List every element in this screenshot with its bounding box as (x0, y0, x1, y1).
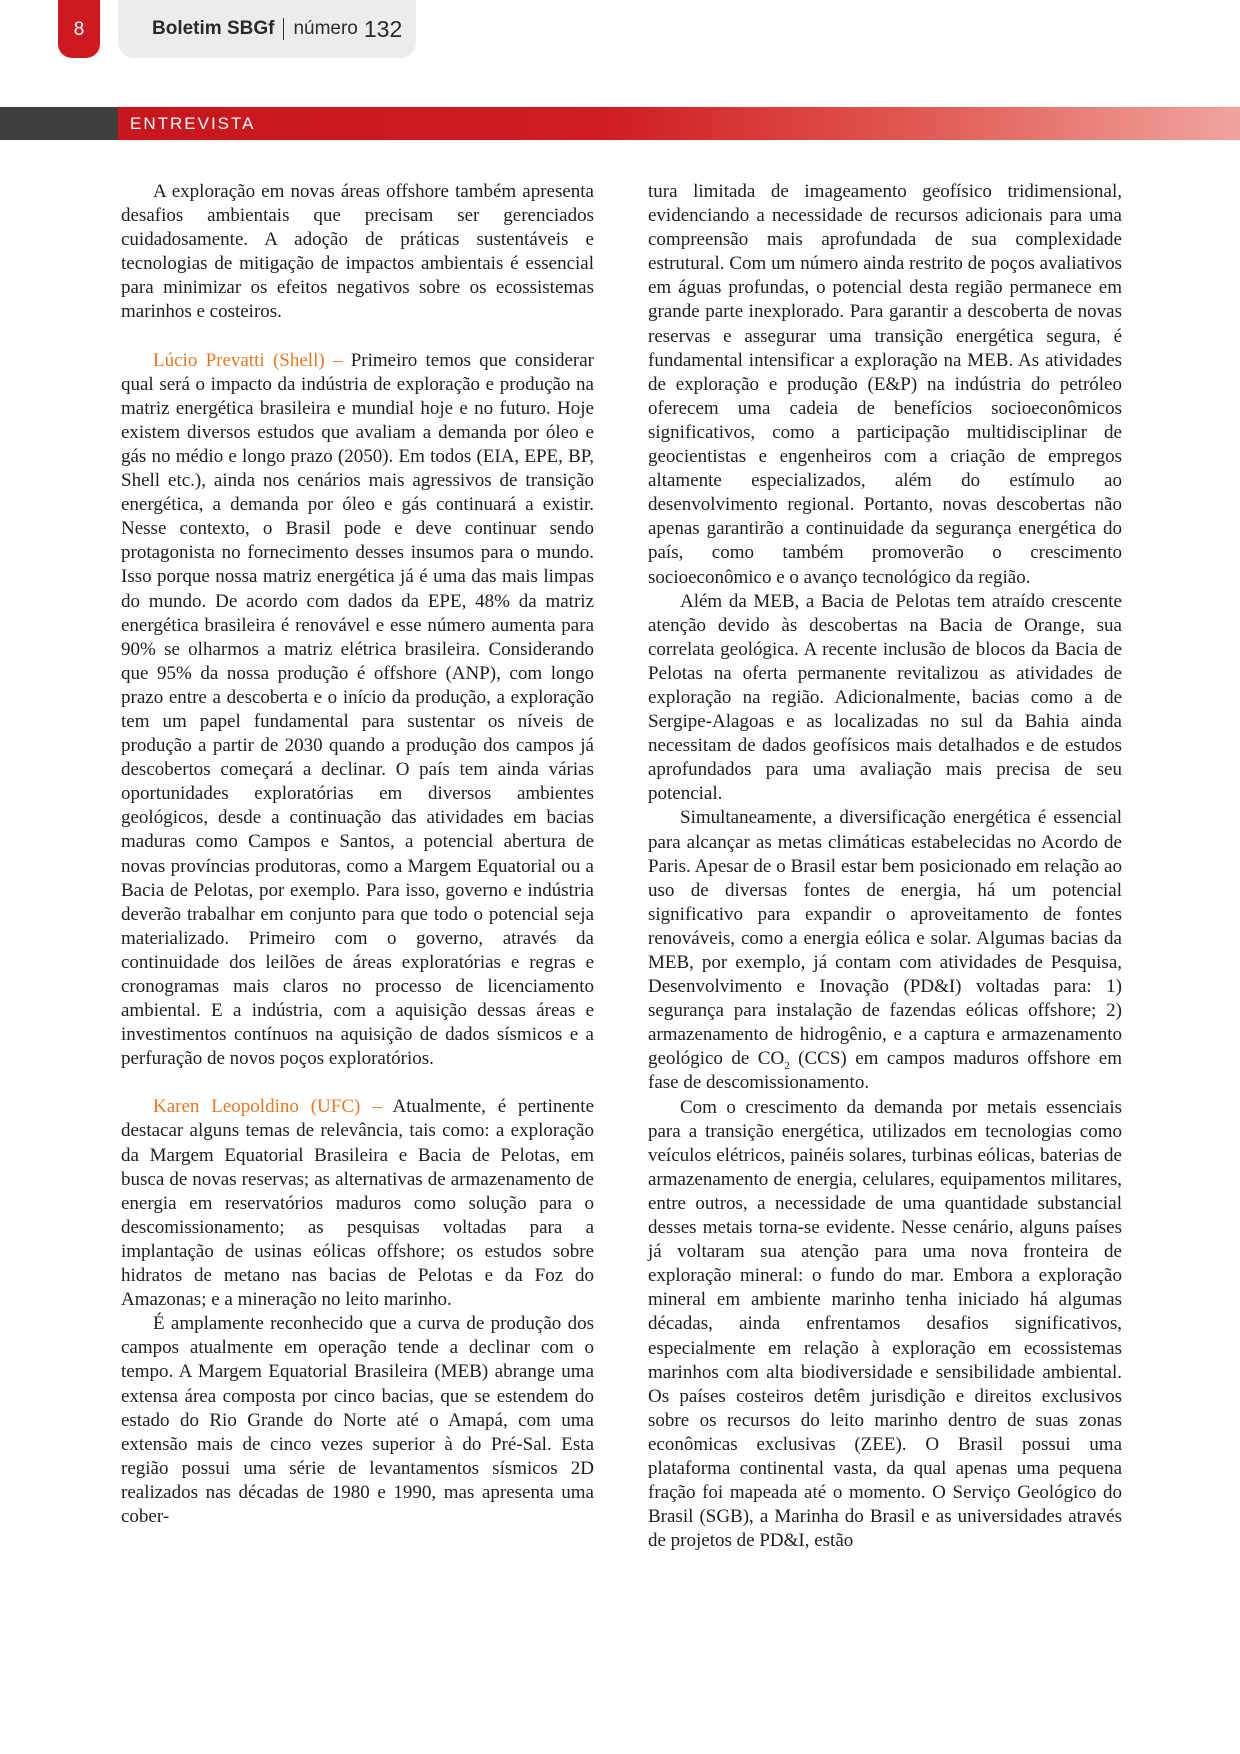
right-column (648, 180, 1122, 1553)
paragraph-text: (CCS) em campos maduros offshore em fase de descomissionamento. (648, 1048, 1122, 1094)
answer-text: Primeiro temos que considerar qual será o impacto da indústria de exploração e produção na matriz energética brasileira e mundial hoje e no futuro. Hoje existem diversos estudos que avaliam a demanda por óleo e gás no médio e longo prazo (2050). Em todos (EIA, EPE, BP, Shell etc.), ainda nos cenários mais agressivos de transição energética, a demanda por óleo e gás continuará a existir. Nesse contexto, o Brasil pode e deve continuar sendo protagonista no fornecimento desses insumos para o mundo. Isso porque nossa matriz energética já é uma das mais limpas do mundo. De acordo com dados da EPE, 48% da matriz energética brasileira é renovável e esse número aumenta para 90% se olharmos a matriz elétrica brasileira. Considerando que 95% da nossa produção é offshore (ANP), com longo prazo entre a descoberta e o início da produção, a exploração tem um papel fundamental para sustentar os níveis de produção a partir de 2030 quando a produção dos campos já descobertos começará a declinar. O país tem ainda várias oportunidades exploratórias em diversos ambientes geológicos, desde a continuação das atividades em bacias maduras como Campos e Santos, a potencial abertura de novas províncias produtoras, como a Margem Equatorial ou a Bacia de Pelotas, por exemplo. Para isso, governo e indústria deverão trabalhar em conjunto para que todo o potencial seja materializado. Primeiro com o governo, através da continuidade dos leilões de áreas exploratórias e regras e cronogramas mais claros no processo de licenciamento ambiental. E a indústria, com a aquisição dessas áreas e investimentos contínuos na aquisição de dados sísmicos e a perfuração de novos poços exploratórios. (121, 349, 594, 1070)
speaker-name: Karen Leopoldino (UFC) – (153, 1096, 382, 1118)
speaker-name: Lúcio Prevatti (Shell) – (153, 349, 343, 371)
paragraph (648, 806, 1122, 1095)
paragraph (121, 349, 594, 1072)
issue-number: 132 (363, 15, 403, 42)
left-column (121, 180, 594, 1529)
paragraph: É amplamente reconhecido que a curva de produção dos campos atualmente em operação tende a declinar com o tempo. A Margem Equatorial Brasileira (MEB) abrange uma extensa área composta por cinco bacias, que se estendem do estado do Rio Grande do Norte até o Amapá, com uma extensão mais de cinco vezes superior à do Pré-Sal. Esta região possui uma série de levantamentos sísmicos 2D realizados nas décadas de 1980 e 1990, mas apresenta uma cober- (121, 1313, 594, 1527)
section-label: ENTREVISTA (130, 114, 256, 133)
page-number: 8 (58, 0, 100, 58)
paragraph: Com o crescimento da demanda por metais essenciais para a transição energética, utilizados em tecnologias como veículos elétricos, painéis solares, turbinas eólicas, baterias de armazenamento de energia, celulares, equipamentos militares, entre outros, a necessidade de uma quantidade substancial desses metais torna-se evidente. Nesse cenário, alguns países já voltaram sua atenção para uma nova fronteira de exploração mineral: o fundo do mar. Embora a exploração mineral em ambiente marinho tenha iniciado há algumas décadas, ainda enfrentamos desafios significativos, especialmente em relação à exploração em ecossistemas marinhos com alta biodiversidade e sensibilidade ambiental. Os países costeiros detêm jurisdição e direitos exclusivos sobre os recursos do leito marinho dentro de suas zonas econômicas exclusivas (ZEE). O Brasil possui uma plataforma continental vasta, da qual apenas uma pequena fração foi mapeada até o momento. O Serviço Geológico do Brasil (SGB), a Marinha do Brasil e as universidades através de projetos de PD&I, estão (648, 1096, 1122, 1552)
subscript: 2 (784, 1060, 790, 1073)
journal-name: Boletim SBGf (152, 18, 275, 39)
paragraph: tura limitada de imageamento geofísico tridimensional, evidenciando a necessidade de recursos adicionais para uma compreensão mais aprofundada de sua complexidade estrutural. Com um número ainda restrito de poços avaliativos em águas profundas, o potencial desta região permanece em grande parte inexplorado. Para garantir a descoberta de novas reservas e assegurar uma transição energética segura, é fundamental intensificar a exploração na MEB. As atividades de exploração e produção (E&P) na indústria do petróleo oferecem uma cadeia de benefícios socioeconômicos significativos, como a participação multidisciplinar de geocientistas e engenheiros com a criação de empregos altamente especializados, além do estímulo ao desenvolvimento regional. Portanto, novas descobertas não apenas garantirão a continuidade da segurança energética do país, como também promoverão o crescimento socioeconômico e o avanço tecnológico da região. (648, 181, 1122, 588)
header-divider (283, 18, 284, 40)
paragraph: A exploração em novas áreas offshore também apresenta desafios ambientais que precisam ser gerenciados cuidadosamente. A adoção de práticas sustentáveis e tecnologias de mitigação de impactos ambientais é essencial para minimizar os efeitos negativos sobre os ecossistemas marinhos e costeiros. (121, 181, 594, 323)
publication-header (118, 0, 416, 58)
paragraph (121, 1095, 594, 1312)
paragraph: Além da MEB, a Bacia de Pelotas tem atraído crescente atenção devido às descobertas na Bacia de Orange, sua correlata geológica. A recente inclusão de blocos da Bacia de Pelotas na oferta permanente revitalizou as atividades de exploração na região. Adicionalmente, bacias como a de Sergipe-Alagoas e as localizadas no sul da Bahia ainda necessitam de dados geofísicos mais detalhados e de estudos aprofundados para uma avaliação mais precisa de seu potencial. (648, 590, 1122, 805)
paragraph-text: Simultaneamente, a diversificação energética é essencial para alcançar as metas climáticas estabelecidas no Acordo de Paris. Apesar de o Brasil estar bem posicionado em relação ao uso de diversas fontes de energia, há um potencial significativo para expandir o aproveitamento de fontes renováveis, como a energia eólica e solar. Algumas bacias da MEB, por exemplo, já contam com atividades de Pesquisa, Desenvolvimento e Inovação (PD&I) voltadas para: 1) segurança para instalação de fazendas eólicas offshore; 2) armazenamento de hidrogênio, e a captura e armazenamento geológico de CO (648, 807, 1122, 1070)
issue-label: número (293, 18, 358, 39)
answer-text: Atualmente, é pertinente destacar alguns temas de relevância, tais como: a exploração da Margem Equatorial Brasileira e Bacia de Pelotas, em busca de novas reservas; as alternativas de armazenamento de energia em reservatórios maduros como solução para o descomissionamento; as pesquisas voltadas para a implantação de usinas eólicas offshore; os estudos sobre hidratos de metano nas bacias de Pelotas e da Foz do Amazonas; e a mineração no leito marinho. (121, 1096, 594, 1311)
